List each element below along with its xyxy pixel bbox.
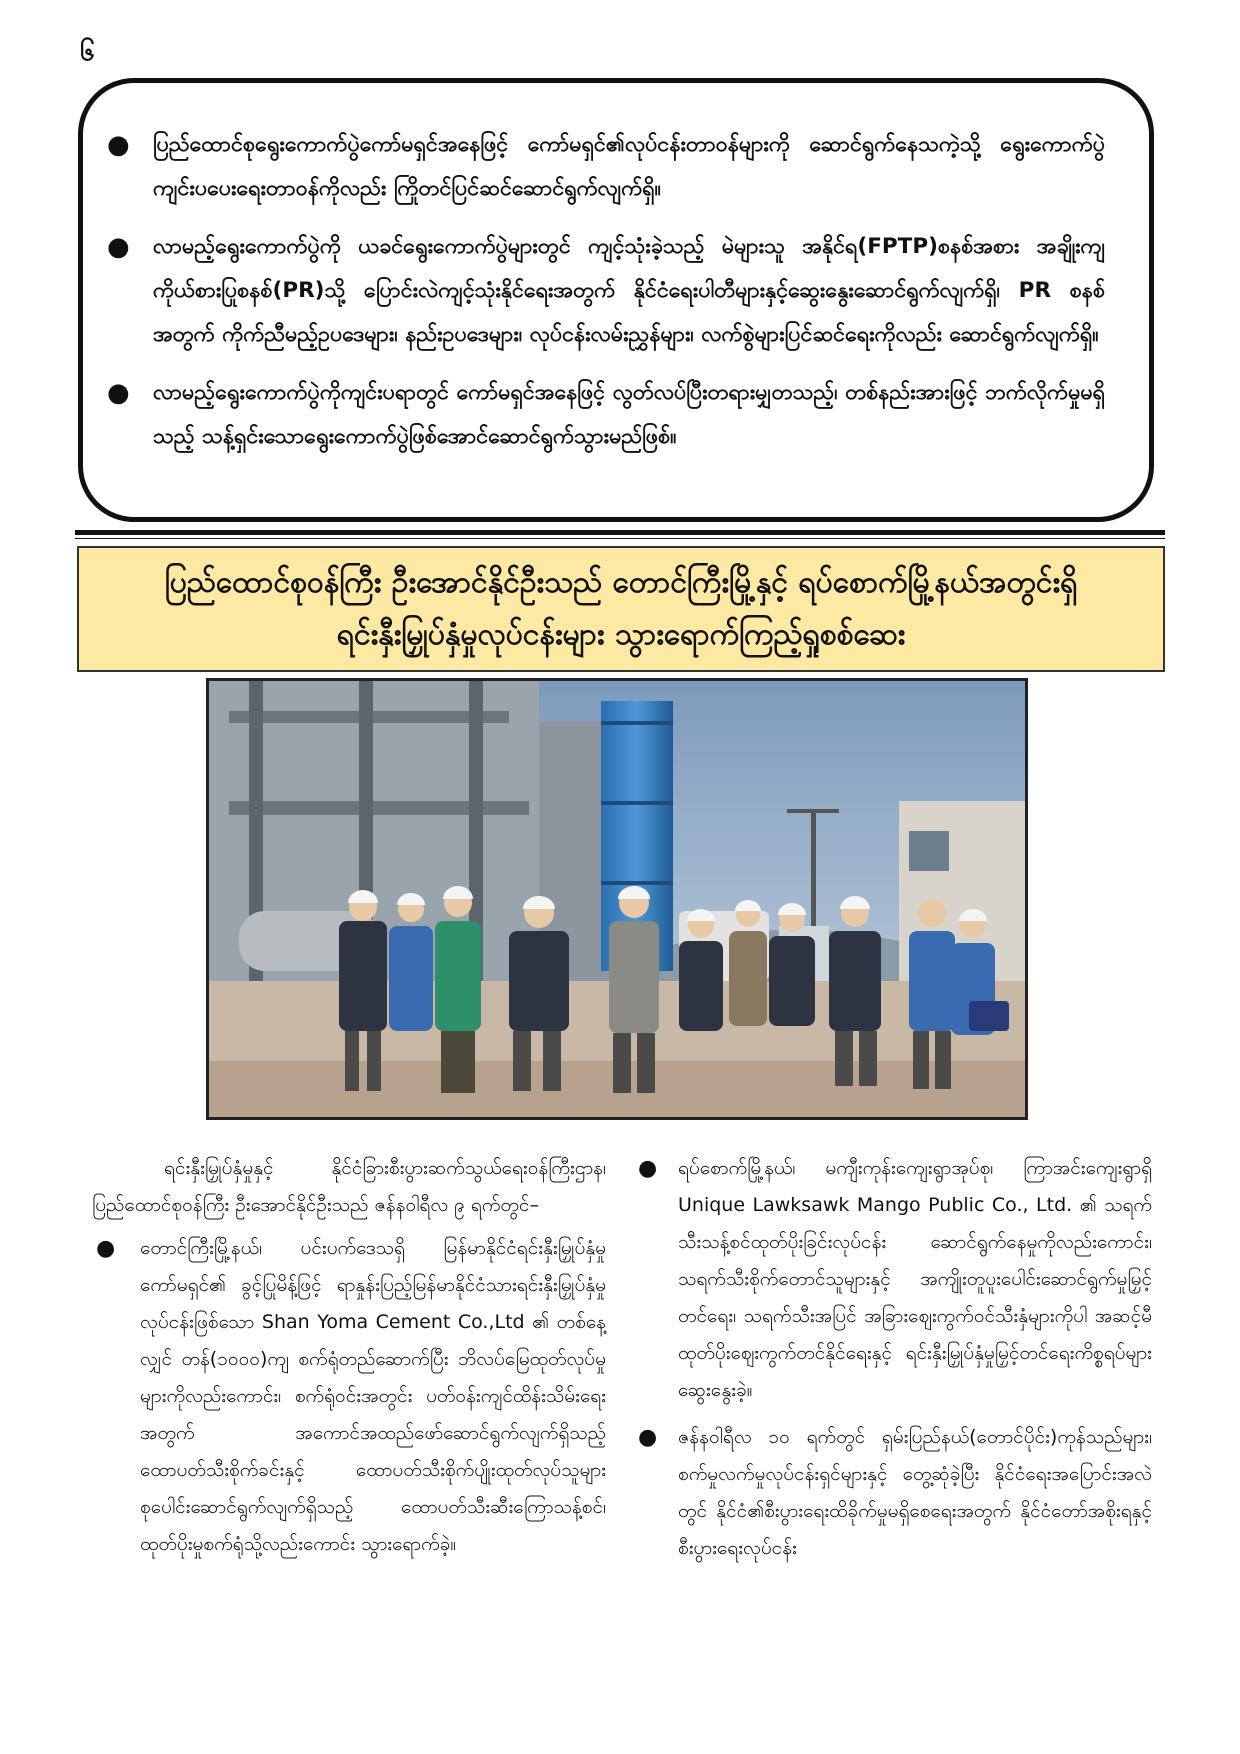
- article-photo: [206, 678, 1028, 1120]
- left-column: [92, 1150, 606, 1573]
- list-item-text: ဇန်နဝါရီလ ၁၀ ရက်တွင် ရှမ်းပြည်နယ်(တောင်ပိုင်း)ကုန်သည်များ၊ စက်မှုလက်မှုလုပ်ငန်းရှင်များနှင့် တွေ့ဆုံခဲ့ပြီး နိုင်ငံရေးအပြောင်းအလဲတွင် နိုင်ငံ၏စီးပွားရေးထိခိုက်မှုမရှိစေရေးအတွက် နိုင်ငံတော်အစိုးရနှင့် စီးပွားရေးလုပ်ငန်း: [678, 1426, 1152, 1559]
- summary-bullet-text: လာမည့်ရွေးကောက်ပွဲကို ယခင်ရွေးကောက်ပွဲများတွင် ကျင့်သုံးခဲ့သည့် မဲများသူ အနိုင်ရ(FPTP)စနစ်အစား အချိုးကျကိုယ်စားပြုစနစ်(PR)သို့ ပြောင်းလဲကျင့်သုံးနိုင်ရေးအတွက် နိုင်ငံရေးပါတီများနှင့်ဆွေးနွေးဆောင်ရွက်လျက်ရှိ၊ PR စနစ်အတွက် ကိုက်ညီမည့်ဥပဒေများ၊ နည်းဥပဒေများ၊ လုပ်ငန်းလမ်းညွှန်များ၊ လက်စွဲများပြင်ဆင်ရေးကိုလည်း ဆောင်ရွက်လျက်ရှိ။: [153, 234, 1105, 347]
- section-divider: [75, 530, 1165, 535]
- bullet-icon: ●: [107, 232, 130, 262]
- article-intro: ရင်းနှီးမြှုပ်နှံမှုနှင့် နိုင်ငံခြားစီးပွားဆက်သွယ်ရေးဝန်ကြီးဌာန၊ ပြည်ထောင်စုဝန်ကြီး ဦးအောင်နိုင်ဦးသည် ဇန်နဝါရီလ ၉ ရက်တွင်–: [92, 1157, 606, 1216]
- bullet-icon: ●: [107, 130, 130, 160]
- bullet-icon: ●: [638, 1156, 658, 1181]
- summary-bullet: [107, 371, 1105, 459]
- summary-bullet: [107, 225, 1105, 357]
- right-column: [640, 1150, 1152, 1577]
- bullet-icon: ●: [96, 1236, 116, 1261]
- list-item-text: ရပ်စောက်မြို့နယ်၊ မကျီးကုန်းကျေးရွာအုပ်စု၊ ကြာအင်းကျေးရွာရှိ Unique Lawksawk Mango Public Co., Ltd. ၏ သရက်သီးသန့်စင်ထုတ်ပိုးခြင်းလုပ်ငန်း ဆောင်ရွက်နေမှုကိုလည်းကောင်း၊ သရက်သီးစိုက်တောင်သူများနှင့် အကျိုးတူပူးပေါင်းဆောင်ရွက်မှုမြှင့်တင်ရေး၊ သရက်သီးအပြင် အခြားဈေးကွက်ဝင်သီးနှံများကိုပါ အဆင့်မီထုတ်ပိုးဈေးကွက်တင်နိုင်ရေးနှင့် ရင်းနှီးမြှုပ်နှံမှုမြှင့်တင်ရေးကိစ္စရပ်များ ဆွေးနွေးခဲ့။: [678, 1157, 1152, 1401]
- bullet-icon: ●: [107, 378, 130, 408]
- list-item: [638, 1419, 1152, 1567]
- headline-line-1: ပြည်ထောင်စုဝန်ကြီး ဦးအောင်နိုင်ဦးသည် တောင်ကြီးမြို့နှင့် ရပ်စောက်မြို့နယ်အတွင်းရှိ: [164, 565, 1078, 600]
- election-commission-summary-box: [78, 78, 1154, 522]
- list-item-text: တောင်ကြီးမြို့နယ်၊ ပင်းပက်ဒေသရှိ မြန်မာနိုင်ငံရင်းနှီးမြှုပ်နှံမှုကော်မရှင်၏ ခွင့်ပြုမိန့်ဖြင့် ရာနှုန်းပြည့်မြန်မာနိုင်ငံသားရင်းနှီးမြှုပ်နှံမှုလုပ်ငန်းဖြစ်သော Shan Yoma Cement Co.,Ltd ၏ တစ်နေ့လျှင် တန်(၁၀၀၀)ကျ စက်ရုံတည်ဆောက်ပြီး ဘိလပ်မြေထုတ်လုပ်မှုများကိုလည်းကောင်း၊ စက်ရုံဝင်းအတွင်း ပတ်ဝန်းကျင်ထိန်းသိမ်းရေးအတွက် အကောင်အထည်ဖော်ဆောင်ရွက်လျက်ရှိသည့် ထောပတ်သီးစိုက်ခင်းနှင့် ထောပတ်သီးစိုက်ပျိုးထုတ်လုပ်သူများ စုပေါင်းဆောင်ရွက်လျက်ရှိသည့် ထောပတ်သီးဆီးကြောသန့်စင်၊ ထုတ်ပိုးမှုစက်ရုံသို့လည်းကောင်း သွားရောက်ခဲ့။: [140, 1237, 606, 1555]
- summary-bullet-text: ပြည်ထောင်စုရွေးကောက်ပွဲကော်မရှင်အနေဖြင့် ကော်မရှင်၏လုပ်ငန်းတာဝန်များကို ဆောင်ရွက်နေသကဲ့သို့ ရွေးကောက်ပွဲကျင်းပပေးရေးတာဝန်ကိုလည်း ကြိုတင်ပြင်ဆင်ဆောင်ရွက်လျက်ရှိ။: [153, 132, 1105, 201]
- section-divider-thin: [75, 538, 1165, 539]
- list-item: [638, 1150, 1152, 1409]
- headline-line-2: ရင်းနှီးမြှုပ်နှံမှုလုပ်ငန်းများ သွားရောက်ကြည့်ရှုစစ်ဆေး: [336, 617, 906, 652]
- summary-bullet: [107, 123, 1105, 211]
- cement-plant-visit-photo-icon: [209, 681, 1025, 1117]
- list-item: [96, 1230, 606, 1563]
- page-number: ၆: [80, 37, 95, 67]
- article-headline: [77, 546, 1165, 672]
- summary-bullet-text: လာမည့်ရွေးကောက်ပွဲကိုကျင်းပရာတွင် ကော်မရှင်အနေဖြင့် လွတ်လပ်ပြီးတရားမျှတသည့်၊ တစ်နည်းအားဖြင့် ဘက်လိုက်မှုမရှိသည့် သန့်ရှင်းသောရွေးကောက်ပွဲဖြစ်အောင်ဆောင်ရွက်သွားမည်ဖြစ်။: [153, 380, 1105, 449]
- bullet-icon: ●: [638, 1425, 658, 1450]
